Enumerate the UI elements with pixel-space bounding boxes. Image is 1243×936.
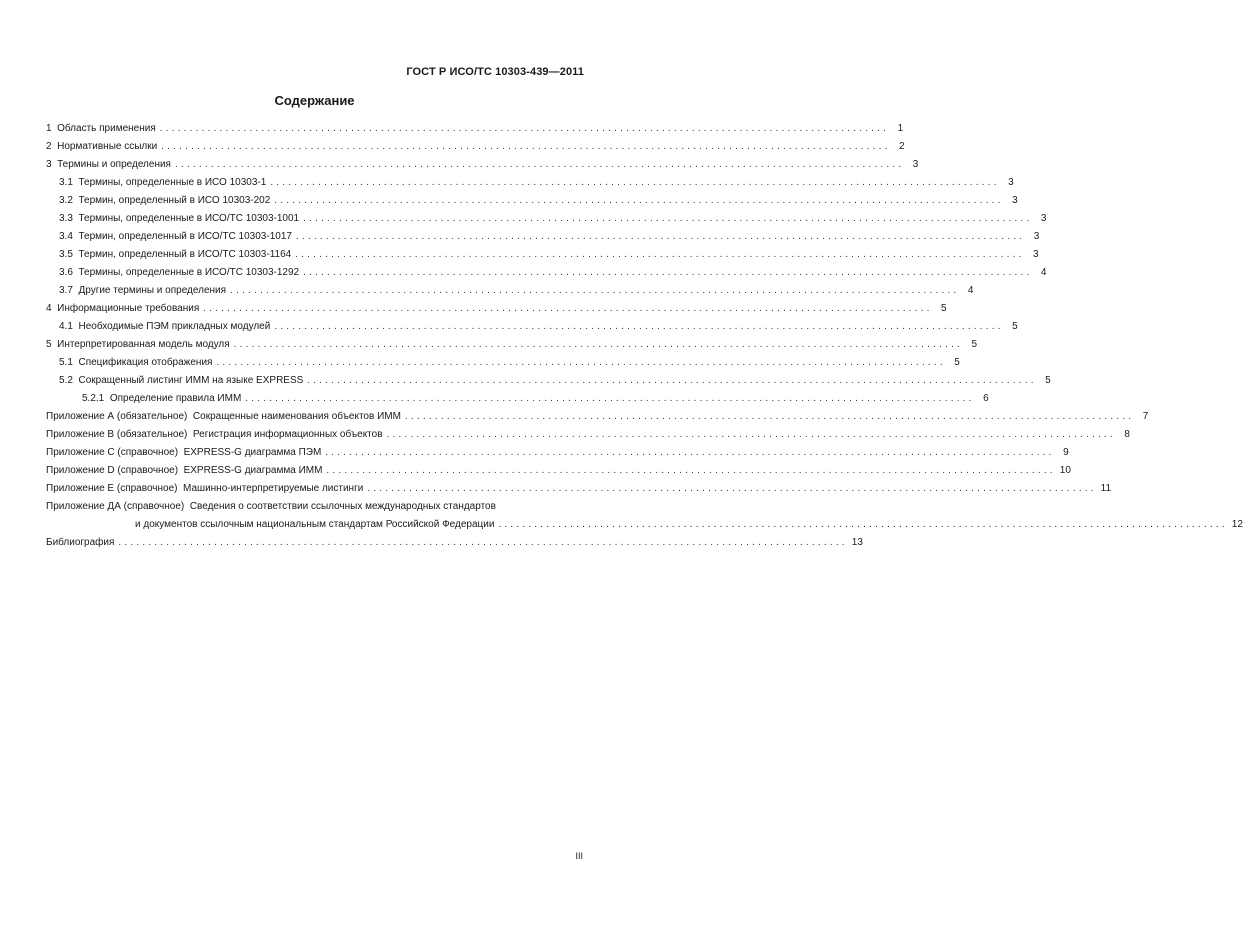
toc-leader: ..........................................................................................................................	[161, 141, 891, 152]
toc-leader: ..........................................................................................................................	[203, 303, 933, 314]
toc-entry[interactable]	[46, 354, 960, 372]
toc-page: 4	[967, 285, 974, 296]
toc-text: Спецификация отображения	[78, 357, 213, 368]
toc-number: 4	[46, 303, 52, 314]
toc-number: 3.4	[59, 231, 73, 242]
toc-number: 2	[46, 141, 52, 152]
toc-number: 3.6	[59, 267, 73, 278]
toc-leader: ..........................................................................................................................	[326, 465, 1056, 476]
toc-leader: ..........................................................................................................................	[303, 213, 1033, 224]
toc-page: 13	[851, 537, 863, 548]
toc-entry-annex[interactable]	[46, 462, 1071, 480]
table-of-contents	[46, 120, 1243, 552]
toc-entry-annex[interactable]	[46, 480, 1112, 498]
toc-text: Библиография	[46, 537, 115, 548]
toc-page: 3	[1033, 231, 1040, 242]
toc-number: 5	[46, 339, 52, 350]
toc-entry-annex[interactable]	[46, 498, 1243, 534]
toc-number: 3.1	[59, 177, 73, 188]
toc-entry[interactable]	[46, 390, 989, 408]
toc-leader: ..........................................................................................................................	[216, 357, 946, 368]
toc-entry[interactable]	[46, 264, 1047, 282]
toc-page: 11	[1100, 483, 1112, 494]
toc-entry[interactable]	[46, 174, 1014, 192]
toc-text: Термины, определенные в ИСО/ТС 10303-1001	[78, 213, 300, 224]
toc-page: 3	[912, 159, 919, 170]
toc-text: Другие термины и определения	[78, 285, 227, 296]
toc-number: 3.2	[59, 195, 73, 206]
annex-label: Приложение А (обязательное)	[46, 411, 188, 422]
annex-label: Приложение В (обязательное)	[46, 429, 188, 440]
toc-number: 3.5	[59, 249, 73, 260]
toc-page: 3	[1008, 177, 1014, 188]
toc-entry[interactable]	[46, 318, 1018, 336]
toc-page: 3	[1012, 195, 1018, 206]
toc-text: Определение правила ИММ	[109, 393, 242, 404]
toc-text: Информационные требования	[57, 303, 200, 314]
toc-leader: ..........................................................................................................................	[303, 267, 1033, 278]
toc-leader: ..........................................................................................................................	[118, 537, 848, 548]
toc-leader: ..........................................................................................................................	[307, 375, 1037, 386]
toc-page: 6	[983, 393, 989, 404]
document-header: ГОСТ Р ИСО/ТС 10303-439—2011	[406, 66, 584, 78]
toc-leader: ..........................................................................................................................	[325, 447, 1055, 458]
toc-entry[interactable]	[46, 282, 974, 300]
toc-leader: ..........................................................................................................................	[274, 195, 1004, 206]
toc-text: Термин, определенный в ИСО/ТС 10303-1164	[78, 249, 292, 260]
toc-number: 4.1	[59, 321, 73, 332]
toc-leader: ..........................................................................................................................	[174, 159, 905, 170]
page-title: Содержание	[274, 93, 355, 108]
toc-text: Термин, определенный в ИСО/ТС 10303-1017	[78, 231, 292, 242]
toc-text: Интерпретированная модель модуля	[57, 339, 230, 350]
toc-entry-annex[interactable]	[46, 444, 1069, 462]
toc-number: 5.2	[59, 375, 73, 386]
toc-leader: ..........................................................................................................................	[233, 339, 964, 350]
toc-leader: ..........................................................................................................................	[274, 321, 1004, 332]
toc-entry[interactable]	[46, 246, 1039, 264]
toc-leader: ..........................................................................................................................	[270, 177, 1000, 188]
toc-page: 3	[1040, 213, 1047, 224]
toc-leader: ..........................................................................................................................	[245, 393, 975, 404]
toc-text: Нормативные ссылки	[57, 141, 158, 152]
toc-entry-annex[interactable]	[46, 426, 1130, 444]
toc-text: Область применения	[57, 123, 156, 134]
toc-page: 10	[1059, 465, 1071, 476]
toc-text: EXPRESS-G диаграмма ПЭМ	[183, 447, 322, 458]
toc-text: Регистрация информационных объектов	[192, 429, 383, 440]
toc-leader: ..........................................................................................................................	[295, 231, 1026, 242]
toc-text: Термины и определения	[57, 159, 171, 170]
toc-entry-bibliography[interactable]	[46, 534, 863, 552]
annex-label: Приложение ДА (справочное)	[46, 501, 185, 512]
toc-text: Термины, определенные в ИСО 10303-1	[78, 177, 267, 188]
annex-label: Приложение С (справочное)	[46, 447, 179, 458]
toc-text: Сведения о соответствии ссылочных международных стандартов	[189, 501, 496, 512]
annex-label: Приложение D (справочное)	[46, 465, 179, 476]
toc-entry[interactable]	[46, 138, 905, 156]
toc-entry[interactable]	[46, 300, 947, 318]
toc-text-continued: и документов ссылочным национальным стандартам Российской Федерации	[135, 519, 495, 530]
toc-number: 1	[46, 123, 52, 134]
toc-entry[interactable]	[46, 336, 978, 354]
toc-text: Необходимые ПЭМ прикладных модулей	[78, 321, 271, 332]
toc-text: EXPRESS-G диаграмма ИММ	[183, 465, 323, 476]
toc-page: 7	[1142, 411, 1149, 422]
toc-page: 1	[897, 123, 904, 134]
toc-text: Термин, определенный в ИСО 10303-202	[78, 195, 271, 206]
toc-page: 8	[1124, 429, 1130, 440]
toc-entry[interactable]	[46, 210, 1047, 228]
toc-entry-annex[interactable]	[46, 408, 1149, 426]
toc-leader: ..........................................................................................................................	[498, 519, 1228, 530]
toc-number: 5.1	[59, 357, 73, 368]
toc-text: Машинно-интерпретируемые листинги	[183, 483, 364, 494]
toc-page: 4	[1040, 267, 1047, 278]
toc-entry[interactable]	[46, 372, 1051, 390]
annex-label: Приложение Е (справочное)	[46, 483, 178, 494]
toc-page: 5	[941, 303, 947, 314]
toc-leader: ..........................................................................................................................	[230, 285, 960, 296]
toc-text: Термины, определенные в ИСО/ТС 10303-1292	[78, 267, 300, 278]
toc-leader: ..........................................................................................................................	[386, 429, 1116, 440]
toc-page: 5	[971, 339, 978, 350]
toc-entry[interactable]	[46, 156, 919, 174]
toc-text: Сокращенные наименования объектов ИММ	[192, 411, 401, 422]
toc-entry[interactable]	[46, 120, 904, 138]
toc-number: 3	[46, 159, 52, 170]
toc-entry[interactable]	[46, 192, 1018, 210]
toc-number: 3.7	[59, 285, 73, 296]
toc-page: 5	[1012, 321, 1018, 332]
toc-page: 5	[954, 357, 960, 368]
toc-leader: ..........................................................................................................................	[295, 249, 1025, 260]
toc-entry[interactable]	[46, 228, 1040, 246]
toc-page: 2	[899, 141, 905, 152]
toc-leader: ..........................................................................................................................	[404, 411, 1135, 422]
toc-number: 3.3	[59, 213, 73, 224]
toc-number: 5.2.1	[82, 393, 105, 404]
toc-leader: ..........................................................................................................................	[159, 123, 890, 134]
toc-text: Сокращенный листинг ИММ на языке EXPRESS	[78, 375, 304, 386]
toc-page: 5	[1045, 375, 1051, 386]
toc-page: 9	[1063, 447, 1069, 458]
page-number: III	[575, 851, 583, 861]
toc-page: 3	[1033, 249, 1039, 260]
toc-page: 12	[1231, 519, 1243, 530]
toc-leader: ..........................................................................................................................	[367, 483, 1097, 494]
